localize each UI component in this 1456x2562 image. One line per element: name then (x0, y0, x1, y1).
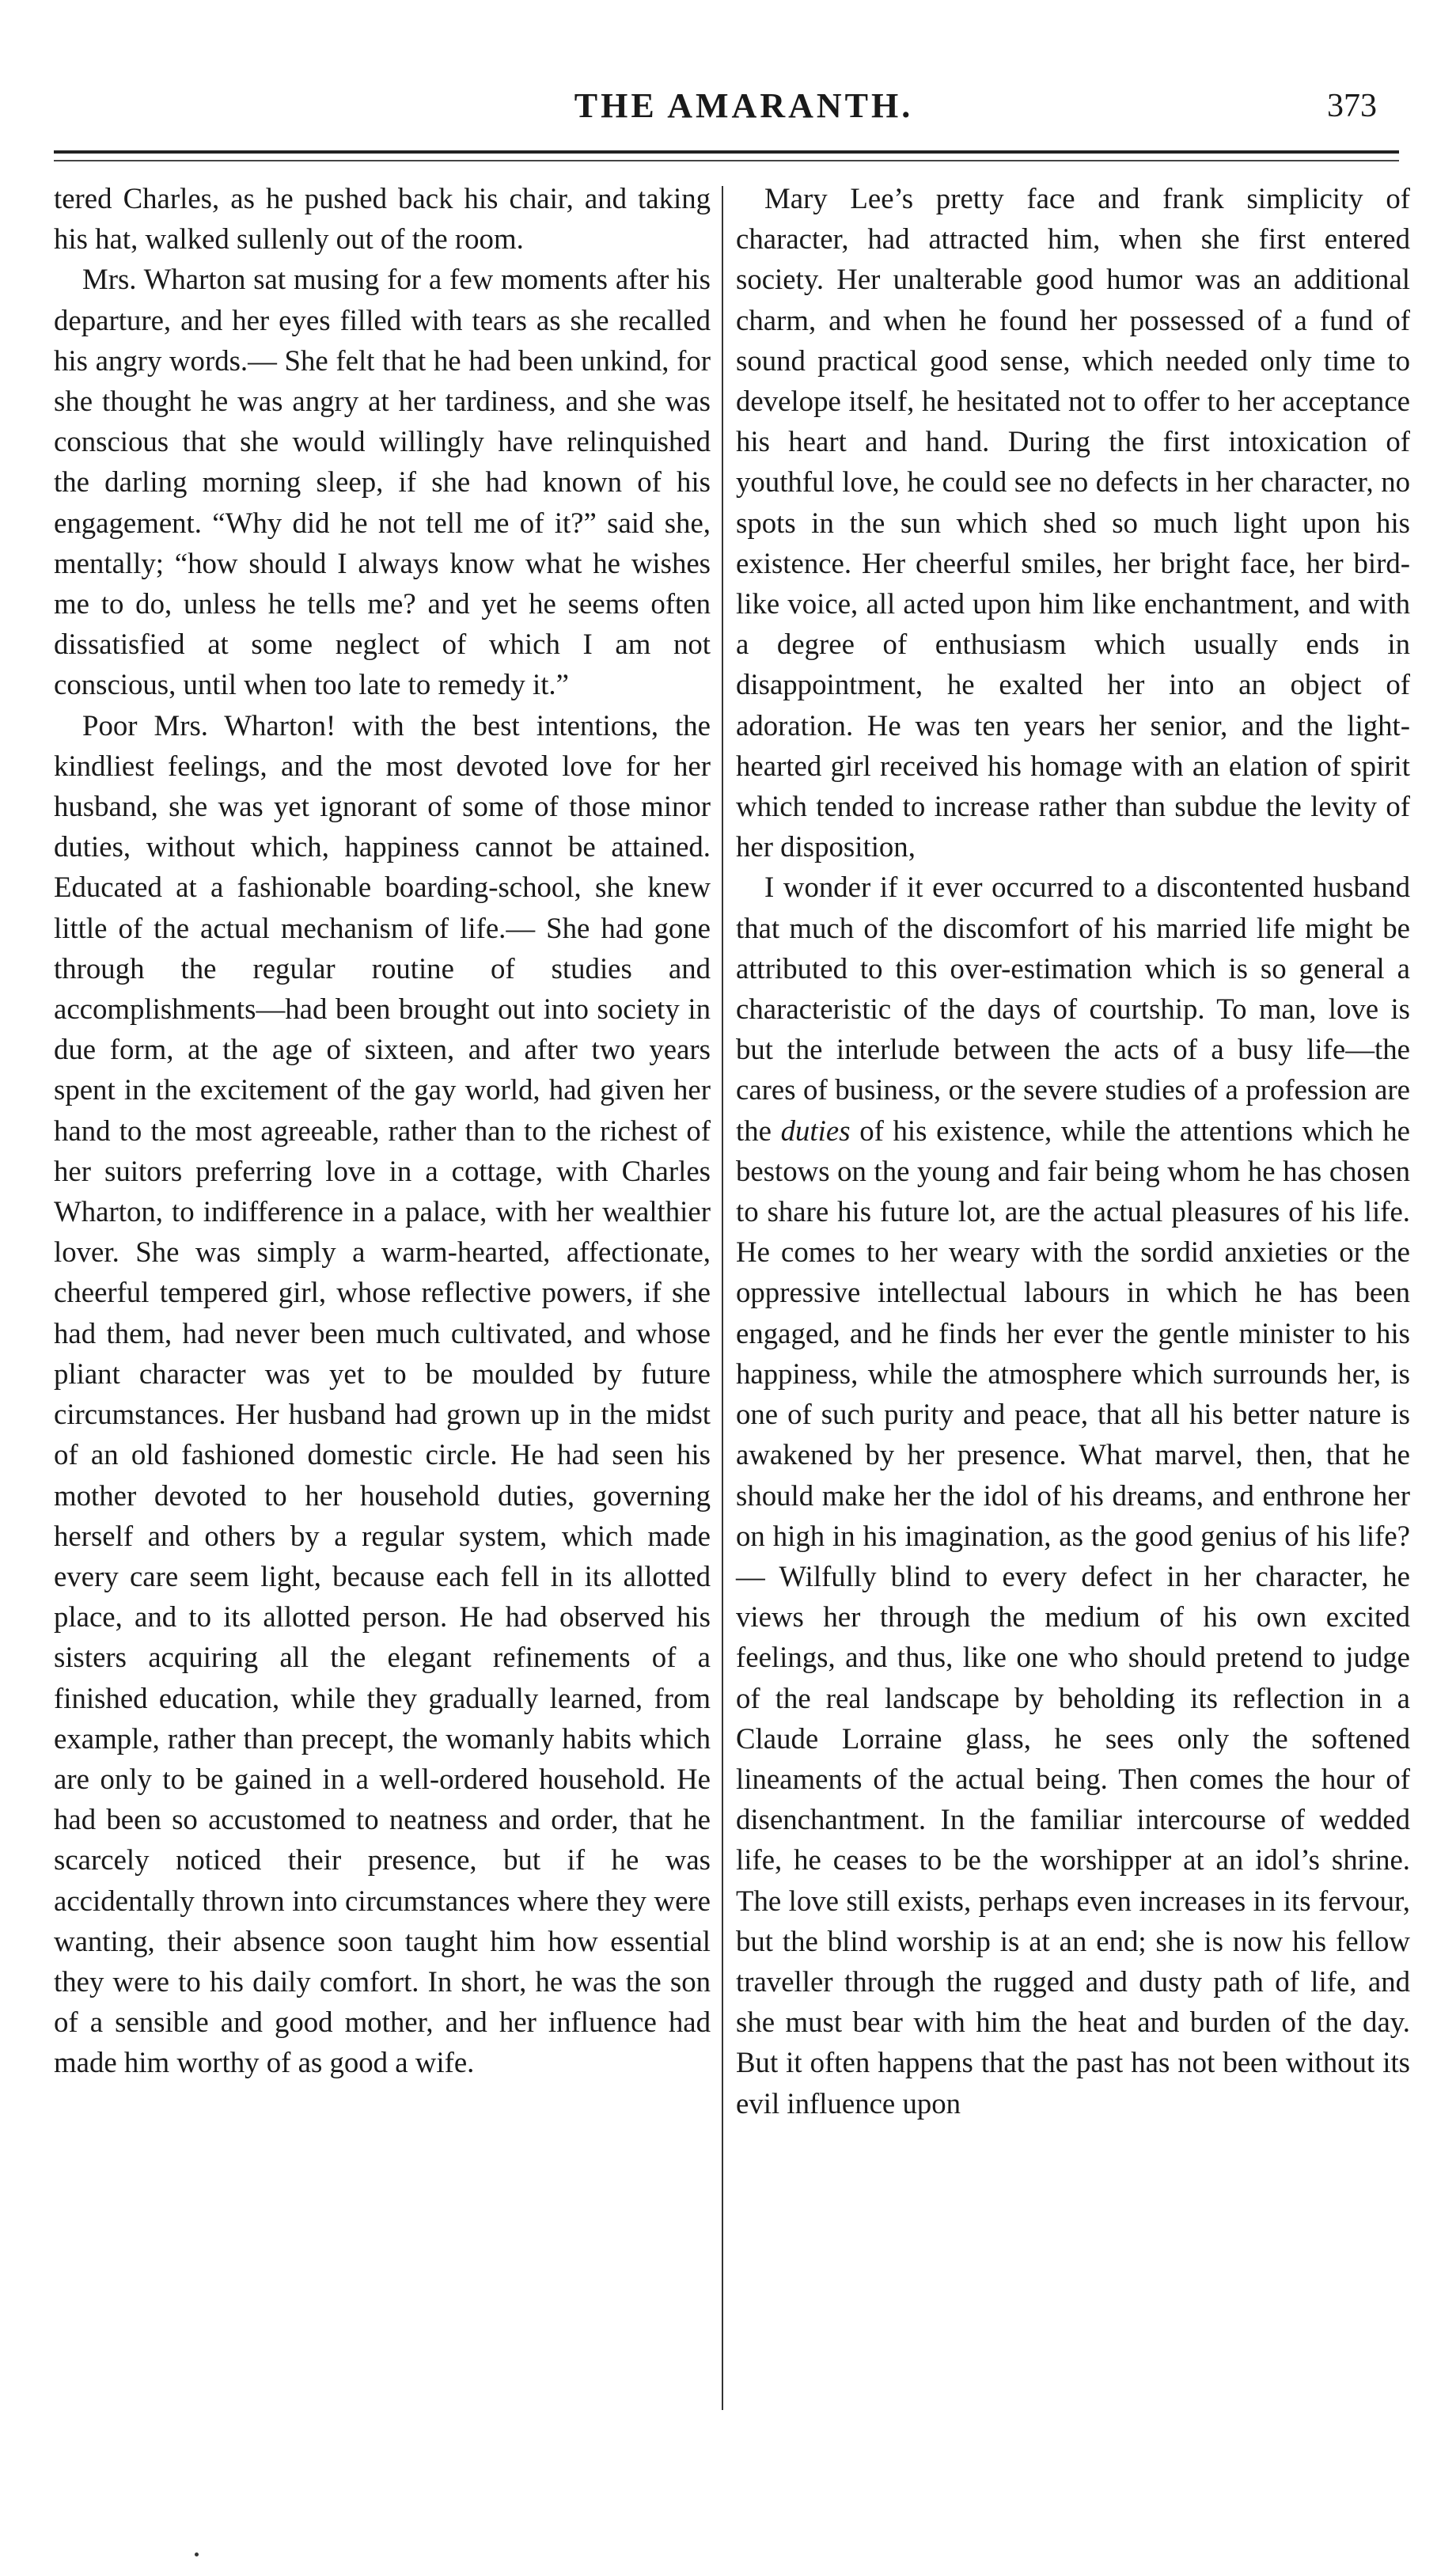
paragraph (736, 867, 1410, 2123)
ink-speck (195, 2553, 199, 2556)
right-column (736, 178, 1410, 2124)
paragraph: Poor Mrs. Wharton! with the best intentions, the kindliest feelings, and the most devoted love for her husband, she was yet ignorant of some of those minor duties, without which, happiness cannot be attained. Educated at a fashionable boarding-school, she knew little of the actual mechanism of life.— She had gone through the regular routine of studies and accomplishments—had been brought out into society in due form, at the age of sixteen, and after two years spent in the excitement of the gay world, had given her hand to the most agreeable, rather than to the richest of her suitors preferring love in a cottage, with Charles Wharton, to indifference in a palace, with her wealthier lover. She was simply a warm-hearted, affectionate, cheerful tempered girl, whose reflective powers, if she had them, had never been much cultivated, and whose pliant character was yet to be moulded by future circumstances. Her husband had grown up in the midst of an old fashioned domestic circle. He had seen his mother devoted to her household duties, governing herself and others by a regular system, which made every care seem light, because each fell in its allotted place, and to its allotted person. He had observed his sisters acquiring all the elegant refinements of a finished education, while they gradually learned, from example, rather than precept, the womanly habits which are only to be gained in a well-ordered household. He had been so accustomed to neatness and order, that he scarcely noticed their presence, but if he was accidentally thrown into circumstances where they were wanting, their absence soon taught him how essential they were to his daily comfort. In short, he was the son of a sensible and good mother, and her influence had made him worthy of as good a wife. (54, 708, 711, 2079)
paragraph: Mary Lee’s pretty face and frank simplicity of character, had attracted him, when she first entered society. Her unalterable good humor was an additional charm, and when he found her possessed of a fund of sound practical good sense, which needed only time to develope itself, he hesitated not to offer to her acceptance his heart and hand. During the first intoxication of youthful love, he could see no defects in her character, no spots in the sun which shed so much light upon his existence. Her cheerful smiles, her bright face, her bird-like voice, all acted upon him like enchantment, and with a degree of enthusiasm which usually ends in disappointment, he exalted her into an object of adoration. He was ten years her senior, and the light-hearted girl received his homage with an elation of spirit which tended to increase rather than subdue the levity of her disposition, (736, 182, 1410, 863)
paragraph-text: I wonder if it ever occurred to a discontented husband that much of the discomfort of his married life might be attributed to this over-estimation which is so general a characteristic of the days of courtship. To man, love is but the interlude between the acts of a busy life—the cares of business, or the severe studies of a profession are the (736, 871, 1410, 1147)
left-column (54, 178, 711, 2083)
paragraph-text: of his existence, while the attentions which he bestows on the young and fair being whom he has chosen to share his future lot, are the actual pleasures of his life. He comes to her weary with the sordid anxieties or the oppressive intellectual labours in which he has been engaged, and he finds her ever the gentle minister to his happiness, while the atmosphere which surrounds her, is one of such purity and peace, that all his better nature is awakened by her presence. What marvel, then, that he should make her the idol of his dreams, and enthrone her on high in his imagination, as the good genius of his life?— Wilfully blind to every defect in her character, he views her through the medium of his own excited feelings, and thus, like one who should pretend to judge of the real landscape by beholding its reflection in a Claude Lorraine glass, he sees only the softened lineaments of the actual being. Then comes the hour of disenchantment. In the familiar intercourse of wedded life, he ceases to be the worshipper at an idol’s shrine. The love still exists, perhaps even increases in its fervour, but the blind worship is at an end; she is now his fellow traveller through the rugged and dusty path of life, and she must bear with him the heat and burden of the day. But it often happens that the past has not been without its evil influence upon (736, 1114, 1410, 2120)
page-number: 373 (1327, 88, 1377, 124)
emphasized-word: duties (780, 1114, 851, 1147)
paragraph: tered Charles, as he pushed back his chair, and taking his hat, walked sullenly out of the room. (54, 182, 711, 256)
header-rule-thick (54, 150, 1399, 154)
paragraph: Mrs. Wharton sat musing for a few moments after his departure, and her eyes filled with tears as she recalled his angry words.— She felt that he had been unkind, for she thought he was angry at her tardiness, and she was conscious that she would willingly have relinquished the darling morning sleep, if she had known of his engagement. “Why did he not tell me of it?” said she, mentally; “how should I always know what he wishes me to do, unless he tells me? and yet he seems often dissatisfied at some neglect of which I am not conscious, until when too late to remedy it.” (54, 263, 711, 701)
page-header (47, 85, 1409, 141)
column-divider (722, 186, 723, 2410)
header-rule-thin (54, 160, 1399, 161)
page-title: THE AMARANTH. (574, 86, 914, 125)
